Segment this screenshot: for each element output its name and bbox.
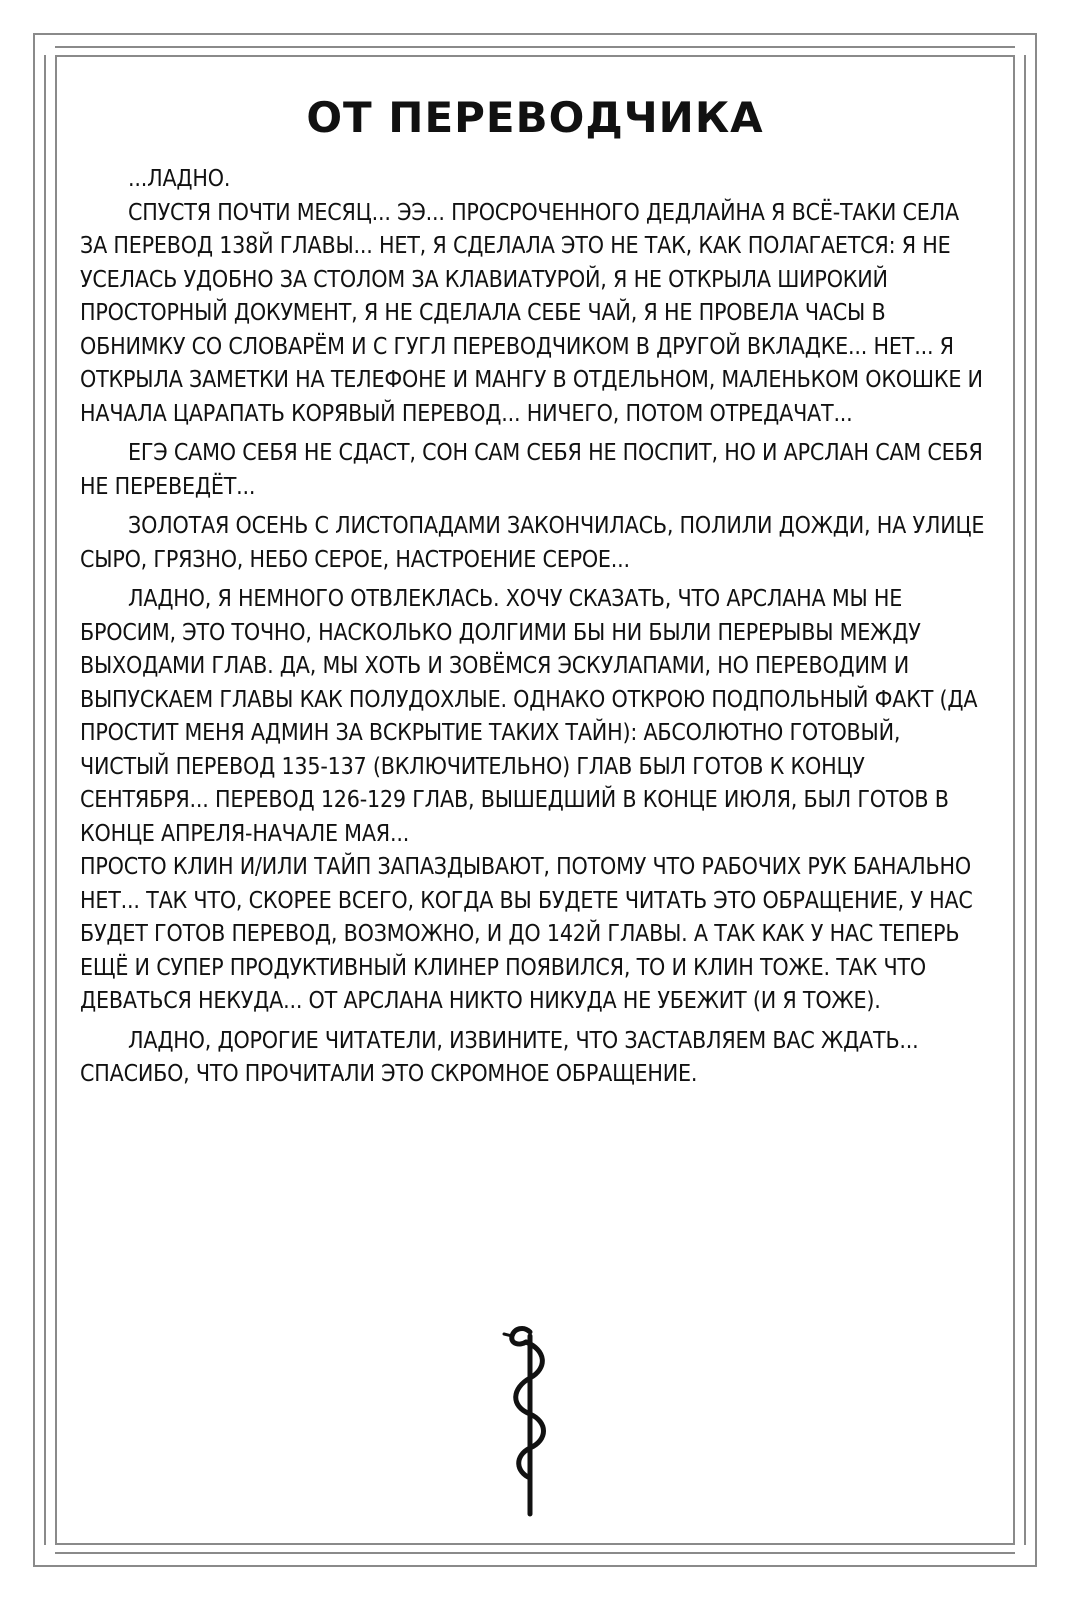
page-title: ОТ ПЕРЕВОДЧИКА (306, 93, 764, 142)
paragraph-autumn: ЗОЛОТАЯ ОСЕНЬ С ЛИСТОПАДАМИ ЗАКОНЧИЛАСЬ, ПОЛИЛИ ДОЖДИ, НА УЛИЦЕ СЫРО, ГРЯЗНО, НЕБО СЕРОЕ, НАСТРОЕНИЕ СЕРОЕ... (80, 513, 985, 573)
paragraph-cleaning: ПРОСТО КЛИН И/ИЛИ ТАЙП ЗАПАЗДЫВАЮТ, ПОТОМУ ЧТО РАБОЧИХ РУК БАНАЛЬНО НЕТ... ТАК ЧТО, СКОРЕЕ ВСЕГО, КОГДА ВЫ БУДЕТЕ ЧИТАТЬ ЭТО ОБРАЩЕНИЕ, У НАС БУДЕТ ГОТОВ ПЕРЕВОД, ВОЗМОЖНО, И ДО 142Й ГЛАВЫ. А ТАК КАК У НАС ТЕПЕРЬ ЕЩЁ И СУПЕР ПРОДУКТИВНЫЙ КЛИНЕР ПОЯВИЛСЯ, ТО И КЛИН ТОЖЕ. ТАК ЧТО ДЕВАТЬСЯ НЕКУДА... ОТ АРСЛАНА НИКТО НИКУДА НЕ УБЕЖИТ (И Я ТОЖЕ). (80, 854, 973, 1014)
caduceus-icon (490, 1318, 570, 1518)
border-rail-right (1024, 55, 1026, 1545)
border-rail-left (44, 55, 46, 1545)
border-rail-bottom (55, 1552, 1015, 1554)
paragraph-exams: ЕГЭ САМО СЕБЯ НЕ СДАСТ, СОН САМ СЕБЯ НЕ ПОСПИТ, НО И АРСЛАН САМ СЕБЯ НЕ ПЕРЕВЕДЁТ... (80, 440, 983, 500)
translator-note-body (80, 163, 985, 1098)
border-rail-top (55, 46, 1015, 48)
paragraph-deadline: СПУСТЯ ПОЧТИ МЕСЯЦ... ЭЭ... ПРОСРОЧЕННОГО ДЕДЛАЙНА Я ВСЁ-ТАКИ СЕЛА ЗА ПЕРЕВОД 138Й ГЛАВЫ... НЕТ, Я СДЕЛАЛА ЭТО НЕ ТАК, КАК ПОЛАГАЕТСЯ: Я НЕ УСЕЛАСЬ УДОБНО ЗА СТОЛОМ ЗА КЛАВИАТУРОЙ, Я НЕ ОТКРЫЛА ШИРОКИЙ ПРОСТОРНЫЙ ДОКУМЕНТ, Я НЕ СДЕЛАЛА СЕБЕ ЧАЙ, Я НЕ ПРОВЕЛА ЧАСЫ В ОБНИМКУ СО СЛОВАРЁМ И С ГУГЛ ПЕРЕВОДЧИКОМ В ДРУГОЙ ВКЛАДКЕ... НЕТ... Я ОТКРЫЛА ЗАМЕТКИ НА ТЕЛЕФОНЕ И МАНГУ В ОТДЕЛЬНОМ, МАЛЕНЬКОМ ОКОШКЕ И НАЧАЛА ЦАРАПАТЬ КОРЯВЫЙ ПЕРЕВОД... НИЧЕГО, ПОТОМ ОТРЕДАЧАТ... (80, 199, 983, 427)
paragraph-intro: ...ЛАДНО. (128, 166, 231, 192)
paragraph-thanks: ЛАДНО, ДОРОГИЕ ЧИТАТЕЛИ, ИЗВИНИТЕ, ЧТО ЗАСТАВЛЯЕМ ВАС ЖДАТЬ... СПАСИБО, ЧТО ПРОЧИТАЛИ ЭТО СКРОМНОЕ ОБРАЩЕНИЕ. (80, 1027, 919, 1087)
paragraph-schedule: ЛАДНО, Я НЕМНОГО ОТВЛЕКЛАСЬ. ХОЧУ СКАЗАТЬ, ЧТО АРСЛАНА МЫ НЕ БРОСИМ, ЭТО ТОЧНО, НАСКОЛЬКО ДОЛГИМИ БЫ НИ БЫЛИ ПЕРЕРЫВЫ МЕЖДУ ВЫХОДАМИ ГЛАВ. ДА, МЫ ХОТЬ И ЗОВЁМСЯ ЭСКУЛАПАМИ, НО ПЕРЕВОДИМ И ВЫПУСКАЕМ ГЛАВЫ КАК ПОЛУДОХЛЫЕ. ОДНАКО ОТКРОЮ ПОДПОЛЬНЫЙ ФАКТ (ДА ПРОСТИТ МЕНЯ АДМИН ЗА ВСКРЫТИЕ ТАКИХ ТАЙН): АБСОЛЮТНО ГОТОВЫЙ, ЧИСТЫЙ ПЕРЕВОД 135-137 (ВКЛЮЧИТЕЛЬНО) ГЛАВ БЫЛ ГОТОВ К КОНЦУ СЕНТЯБРЯ... ПЕРЕВОД 126-129 ГЛАВ, ВЫШЕДШИЙ В КОНЦЕ ИЮЛЯ, БЫЛ ГОТОВ В КОНЦЕ АПРЕЛЯ-НАЧАЛЕ МАЯ... (80, 586, 978, 847)
